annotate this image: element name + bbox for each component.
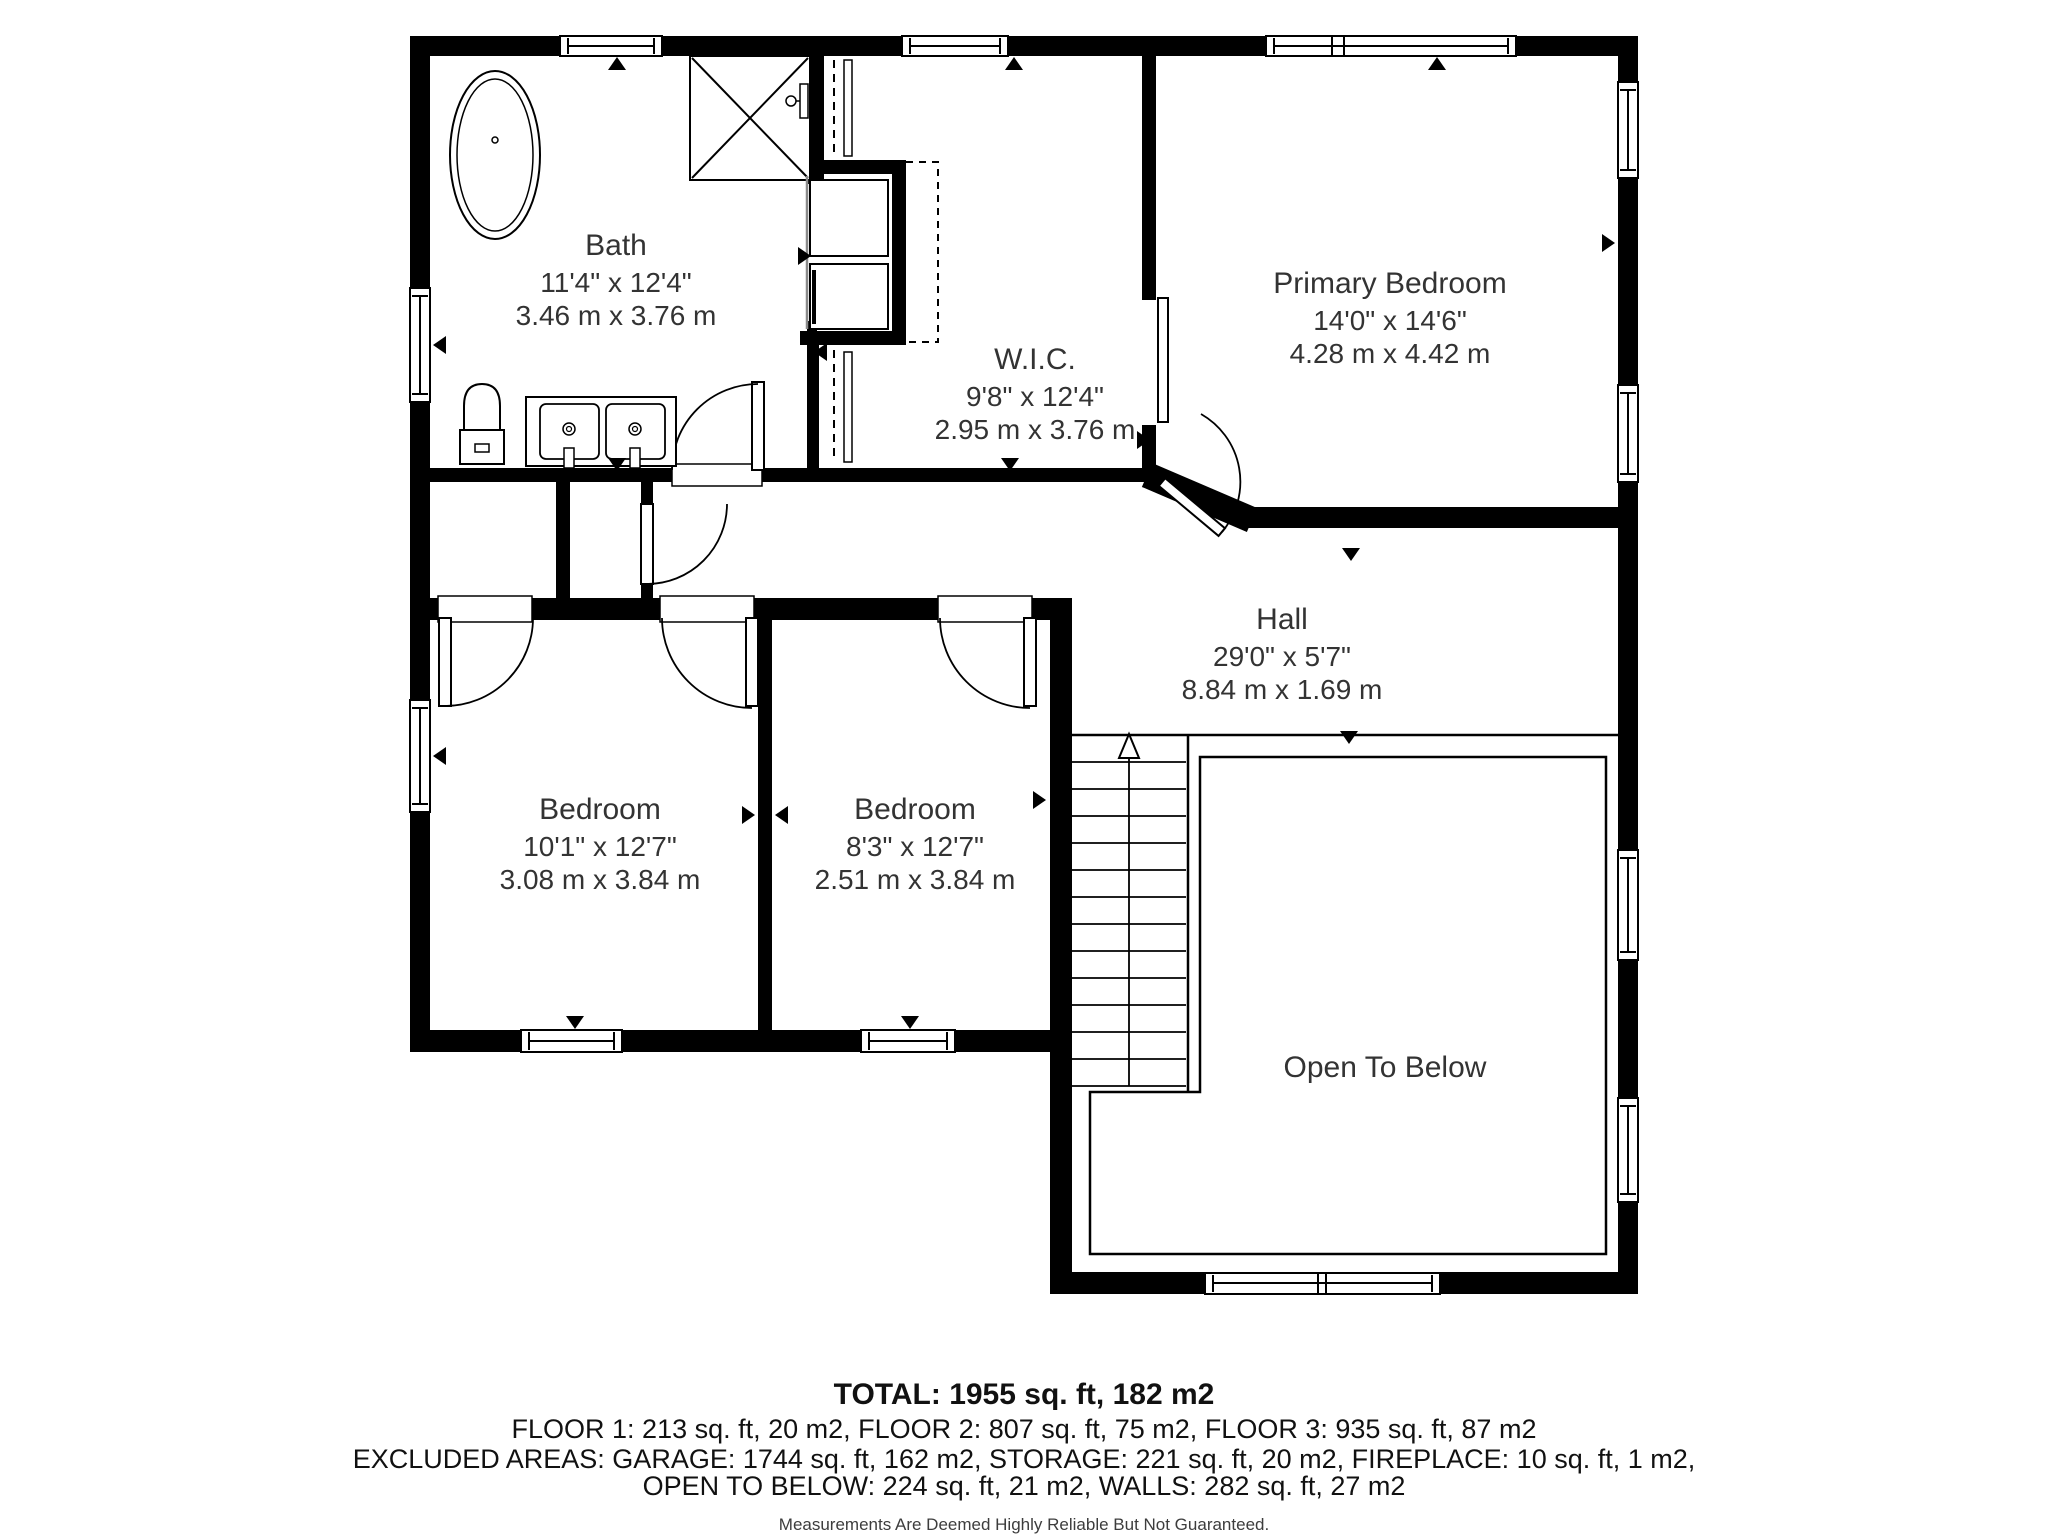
- room-dims-imperial: 11'4" x 12'4": [540, 267, 692, 298]
- window-icon: [521, 1030, 622, 1052]
- window-icon: [1205, 1273, 1440, 1294]
- door-icon-bedroom1: [660, 596, 758, 708]
- marker-down-icon: [1340, 731, 1358, 744]
- marker-up-icon: [1428, 57, 1446, 70]
- footer-disclaimer: Measurements Are Deemed Highly Reliable But Not Guaranteed.: [778, 1515, 1270, 1534]
- marker-right-icon: [1033, 791, 1046, 809]
- marker-right-icon: [742, 806, 755, 824]
- marker-left-icon: [433, 336, 446, 354]
- marker-down-icon: [901, 1016, 919, 1029]
- marker-down-icon: [1342, 548, 1360, 561]
- room-name: Hall: [1256, 603, 1308, 636]
- pocket-door-icon-upper: [834, 60, 852, 156]
- window-icon: [410, 700, 430, 812]
- window-icon: [1618, 82, 1638, 178]
- room-label-open-to-below: [1284, 1048, 1487, 1088]
- room-label-wic: [935, 340, 1136, 446]
- room-dims-imperial: 9'8" x 12'4": [965, 381, 1104, 412]
- closet-shelves-icon: [807, 162, 938, 342]
- window-icon: [410, 288, 430, 402]
- room-name: Bath: [585, 229, 647, 262]
- room-label-primary-bedroom: [1273, 264, 1506, 370]
- toilet-icon: [460, 384, 504, 464]
- room-dims-metric: 3.46 m x 3.76 m: [515, 300, 717, 331]
- room-label-bedroom-1: [500, 790, 701, 896]
- room-name: Bedroom: [539, 793, 661, 826]
- vanity-sinks-icon: [526, 397, 676, 468]
- room-name: W.I.C.: [994, 343, 1076, 376]
- room-label-bath: [516, 226, 717, 332]
- room-name: Open To Below: [1283, 1051, 1487, 1084]
- window-icon: [1618, 850, 1638, 960]
- room-dims-imperial: 8'3" x 12'7": [845, 831, 984, 862]
- room-label-bedroom-2: [815, 790, 1016, 896]
- room-dims-metric: 2.95 m x 3.76 m: [934, 414, 1136, 445]
- footer-total: TOTAL: 1955 sq. ft, 182 m2: [833, 1378, 1215, 1411]
- shower-icon: [690, 56, 810, 180]
- stairs-icon: [1072, 734, 1188, 1092]
- stairs-up-arrow-icon: [1119, 734, 1139, 758]
- room-dims-metric: 2.51 m x 3.84 m: [814, 864, 1016, 895]
- footer-floors: FLOOR 1: 213 sq. ft, 20 m2, FLOOR 2: 807 sq. ft, 75 m2, FLOOR 3: 935 sq. ft, 87 m2: [511, 1414, 1537, 1444]
- marker-left-icon: [775, 806, 788, 824]
- window-icon: [902, 36, 1008, 56]
- marker-up-icon: [608, 57, 626, 70]
- marker-down-icon: [566, 1016, 584, 1029]
- room-dims-metric: 3.08 m x 3.84 m: [499, 864, 701, 895]
- bathtub-icon: [450, 71, 540, 239]
- room-dims-metric: 4.28 m x 4.42 m: [1289, 338, 1491, 369]
- pocket-door-icon-lower: [834, 350, 852, 462]
- room-label-hall: [1182, 600, 1383, 706]
- room-dims-imperial: 29'0" x 5'7": [1212, 641, 1351, 672]
- window-icon: [1266, 36, 1516, 56]
- door-icon-bedroom2: [938, 596, 1036, 708]
- window-icon: [1618, 385, 1638, 482]
- room-name: Primary Bedroom: [1273, 267, 1507, 300]
- footer-excluded-areas-1: EXCLUDED AREAS: GARAGE: 1744 sq. ft, 162 m2, STORAGE: 221 sq. ft, 20 m2, FIREPLACE: 10 sq. ft, 1 m2,: [352, 1444, 1696, 1474]
- marker-up-icon: [1005, 57, 1023, 70]
- open-to-below-outline: [1072, 735, 1618, 1254]
- room-dims-imperial: 10'1" x 12'7": [523, 831, 677, 862]
- door-icon-bedroom1-closet: [438, 596, 533, 706]
- room-dims-imperial: 14'0" x 14'6": [1313, 305, 1467, 336]
- window-icon: [560, 36, 662, 56]
- window-icon: [1618, 1098, 1638, 1202]
- footer-excluded-areas-2: OPEN TO BELOW: 224 sq. ft, 21 m2, WALLS: 282 sq. ft, 27 m2: [642, 1471, 1406, 1501]
- marker-right-icon: [1602, 234, 1615, 252]
- room-name: Bedroom: [854, 793, 976, 826]
- door-icon-wic-primary: [1158, 298, 1168, 422]
- marker-left-icon: [433, 747, 446, 765]
- door-icon-hall-closet: [641, 504, 727, 584]
- door-icon-bath: [672, 382, 764, 486]
- window-icon: [861, 1030, 955, 1052]
- room-dims-metric: 8.84 m x 1.69 m: [1181, 674, 1383, 705]
